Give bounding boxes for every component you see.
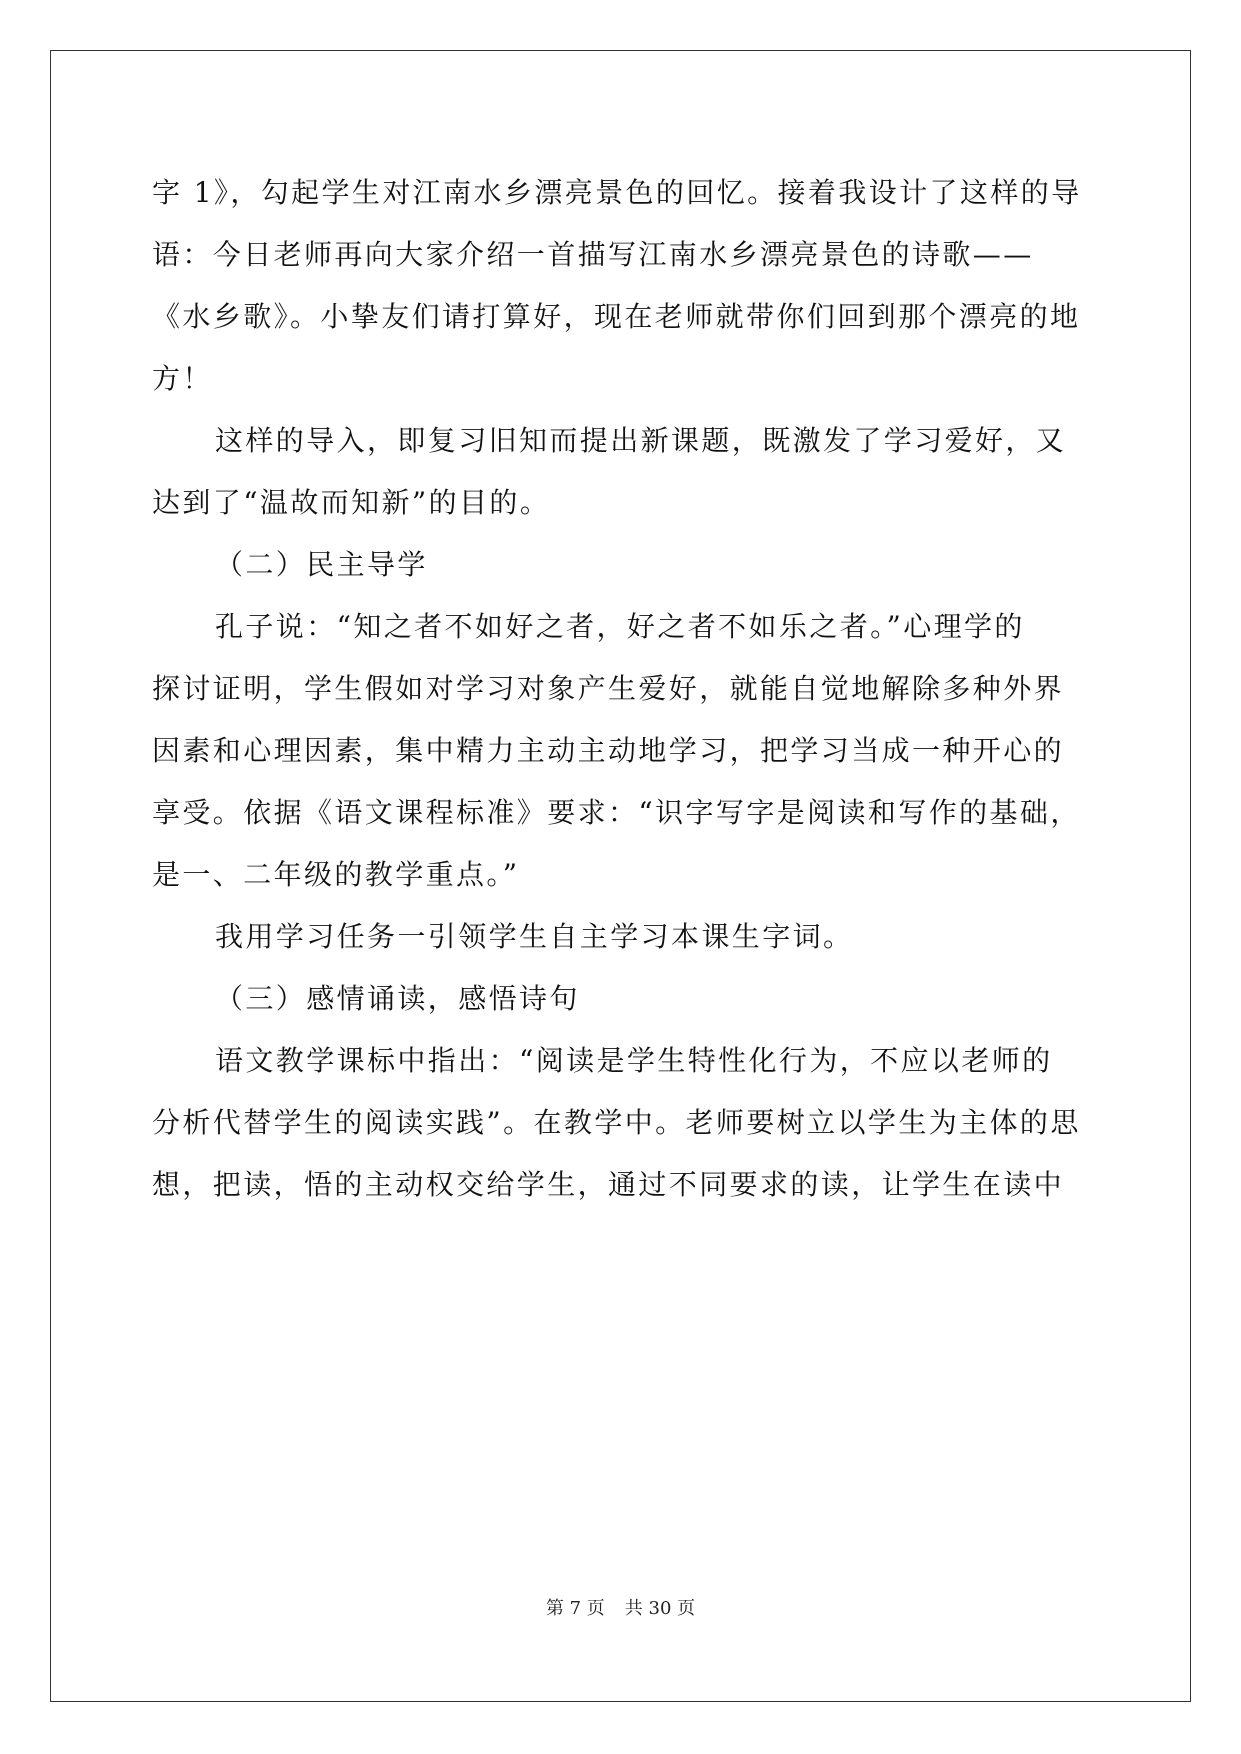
paragraph-start-line: 这样的导入，即复习旧知而提出新课题，既激发了学习爱好，又	[215, 424, 1067, 457]
section-heading-3: （三）感情诵读，感悟诗句	[215, 982, 580, 1015]
paragraph-start-line: 孔子说：“知之者不如好之者，好之者不如乐之者。”心理学的	[215, 610, 1025, 643]
text-line: 分析代替学生的阅读实践”。在教学中。老师要树立以学生为主体的思	[152, 1106, 1081, 1139]
text-line: 因素和心理因素，集中精力主动主动地学习，把学习当成一种开心的	[152, 734, 1065, 767]
total-page-count: 共 30 页	[624, 1598, 696, 1619]
page-footer	[0, 1597, 1241, 1621]
document-body	[152, 162, 1087, 1216]
text-line: 语：今日老师再向大家介绍一首描写江南水乡漂亮景色的诗歌——	[152, 238, 1034, 271]
text-line: 方！	[152, 362, 213, 395]
text-line: 字 1》，勾起学生对江南水乡漂亮景色的回忆。接着我设计了这样的导	[152, 176, 1082, 209]
text-line: 探讨证明，学生假如对学习对象产生爱好，就能自觉地解除多种外界	[152, 672, 1065, 705]
paragraph-start-line: 我用学习任务一引领学生自主学习本课生字词。	[215, 920, 854, 953]
text-line: 想，把读，悟的主动权交给学生，通过不同要求的读，让学生在读中	[152, 1168, 1065, 1201]
text-line: 是一、二年级的教学重点。”	[152, 858, 520, 891]
text-line: 《水乡歌》。小挚友们请打算好，现在老师就带你们回到那个漂亮的地	[152, 300, 1081, 333]
section-heading-2: （二）民主导学	[215, 548, 428, 581]
text-line: 享受。依据《语文课程标准》要求：“识字写字是阅读和写作的基础，	[152, 796, 1081, 829]
current-page-number: 第 7 页	[545, 1598, 605, 1619]
text-line: 达到了“温故而知新”的目的。	[152, 486, 551, 519]
paragraph-start-line: 语文教学课标中指出：“阅读是学生特性化行为，不应以老师的	[215, 1044, 1053, 1077]
